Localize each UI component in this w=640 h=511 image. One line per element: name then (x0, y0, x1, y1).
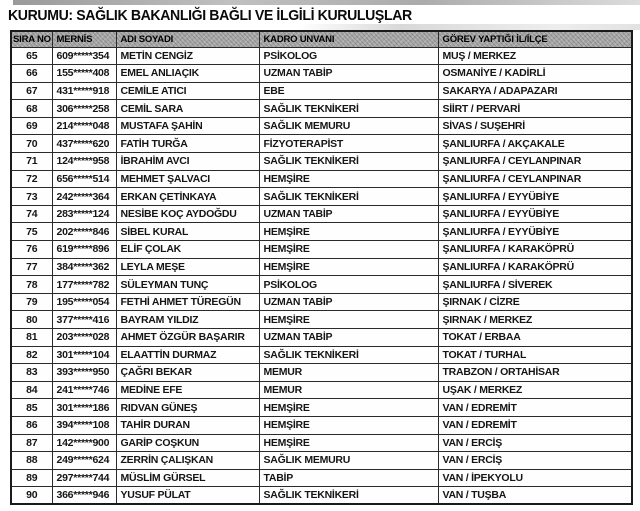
cell-sira-no: 89 (11, 469, 52, 487)
cell-sira-no: 79 (11, 293, 52, 311)
cell-mernis: 155*****408 (52, 65, 116, 83)
cell-kadro-unvani: SAĞLIK TEKNİKERİ (259, 100, 438, 118)
cell-adi-soyadi: AHMET ÖZGÜR BAŞARIR (116, 329, 259, 347)
cell-sira-no: 73 (11, 188, 52, 206)
cell-mernis: 124*****958 (52, 153, 116, 171)
cell-sira-no: 85 (11, 399, 52, 417)
cell-sira-no: 90 (11, 487, 52, 505)
cell-kadro-unvani: HEMŞİRE (259, 170, 438, 188)
cell-adi-soyadi: MEDİNE EFE (116, 381, 259, 399)
cell-gorev-il-ilce: ŞANLIURFA / AKÇAKALE (438, 135, 632, 153)
cell-adi-soyadi: İBRAHİM AVCI (116, 153, 259, 171)
table-row (11, 416, 632, 434)
cell-sira-no: 82 (11, 346, 52, 364)
cell-gorev-il-ilce: ŞANLIURFA / KARAKÖPRÜ (438, 241, 632, 259)
cell-kadro-unvani: UZMAN TABİP (259, 329, 438, 347)
cell-mernis: 297*****744 (52, 469, 116, 487)
cell-sira-no: 76 (11, 241, 52, 259)
table-header-row (11, 31, 632, 47)
cell-adi-soyadi: RIDVAN GÜNEŞ (116, 399, 259, 417)
cell-sira-no: 69 (11, 117, 52, 135)
cell-mernis: 177*****782 (52, 276, 116, 294)
cell-sira-no: 88 (11, 452, 52, 470)
cell-adi-soyadi: MÜSLİM GÜRSEL (116, 469, 259, 487)
cell-mernis: 142*****900 (52, 434, 116, 452)
cell-gorev-il-ilce: MUŞ / MERKEZ (438, 47, 632, 65)
cell-adi-soyadi: LEYLA MEŞE (116, 258, 259, 276)
cell-kadro-unvani: SAĞLIK TEKNİKERİ (259, 153, 438, 171)
cell-gorev-il-ilce: ŞANLIURFA / SİVEREK (438, 276, 632, 294)
cell-kadro-unvani: EBE (259, 82, 438, 100)
cell-adi-soyadi: SİBEL KURAL (116, 223, 259, 241)
cell-sira-no: 74 (11, 205, 52, 223)
cell-mernis: 203*****028 (52, 329, 116, 347)
table-row (11, 258, 632, 276)
cell-adi-soyadi: METİN CENGİZ (116, 47, 259, 65)
cell-gorev-il-ilce: VAN / ERCİŞ (438, 434, 632, 452)
cell-adi-soyadi: FETHİ AHMET TÜREGÜN (116, 293, 259, 311)
table-row (11, 276, 632, 294)
col-header-kadro-unvani: KADRO UNVANI (259, 31, 438, 47)
cell-kadro-unvani: UZMAN TABİP (259, 293, 438, 311)
cell-adi-soyadi: YUSUF PÜLAT (116, 487, 259, 505)
table-row (11, 135, 632, 153)
table-row (11, 293, 632, 311)
cell-kadro-unvani: HEMŞİRE (259, 416, 438, 434)
table-row (11, 452, 632, 470)
table-row (11, 153, 632, 171)
cell-kadro-unvani: HEMŞİRE (259, 258, 438, 276)
cell-mernis: 301*****104 (52, 346, 116, 364)
cell-sira-no: 81 (11, 329, 52, 347)
cell-sira-no: 66 (11, 65, 52, 83)
cell-mernis: 306*****258 (52, 100, 116, 118)
cell-gorev-il-ilce: ŞIRNAK / MERKEZ (438, 311, 632, 329)
cell-kadro-unvani: HEMŞİRE (259, 241, 438, 259)
cell-kadro-unvani: PSİKOLOG (259, 47, 438, 65)
cell-sira-no: 68 (11, 100, 52, 118)
cell-adi-soyadi: CEMİLE ATICI (116, 82, 259, 100)
cell-gorev-il-ilce: ŞANLIURFA / EYYÜBİYE (438, 205, 632, 223)
col-header-gorev-il-ilce: GÖREV YAPTIĞI İL/İLÇE (438, 31, 632, 47)
cell-adi-soyadi: ÇAĞRI BEKAR (116, 364, 259, 382)
cell-mernis: 241*****746 (52, 381, 116, 399)
table-row (11, 47, 632, 65)
cell-gorev-il-ilce: ŞANLIURFA / CEYLANPINAR (438, 170, 632, 188)
table-row (11, 65, 632, 83)
table-row (11, 487, 632, 505)
cell-kadro-unvani: SAĞLIK TEKNİKERİ (259, 487, 438, 505)
cell-adi-soyadi: TAHİR DURAN (116, 416, 259, 434)
cell-mernis: 393*****950 (52, 364, 116, 382)
cell-sira-no: 75 (11, 223, 52, 241)
table-body (11, 47, 632, 504)
cell-sira-no: 87 (11, 434, 52, 452)
col-header-sira-no: SIRA NO (11, 31, 52, 47)
col-header-adi-soyadi: ADI SOYADI (116, 31, 259, 47)
cell-kadro-unvani: HEMŞİRE (259, 311, 438, 329)
cell-gorev-il-ilce: VAN / İPEKYOLU (438, 469, 632, 487)
table-row (11, 170, 632, 188)
cell-adi-soyadi: NESİBE KOÇ AYDOĞDU (116, 205, 259, 223)
table-row (11, 188, 632, 206)
cell-adi-soyadi: ELİF ÇOLAK (116, 241, 259, 259)
cell-mernis: 202*****846 (52, 223, 116, 241)
cell-adi-soyadi: SÜLEYMAN TUNÇ (116, 276, 259, 294)
table-row (11, 205, 632, 223)
table-row (11, 223, 632, 241)
cell-gorev-il-ilce: ŞANLIURFA / KARAKÖPRÜ (438, 258, 632, 276)
cell-gorev-il-ilce: UŞAK / MERKEZ (438, 381, 632, 399)
cell-kadro-unvani: HEMŞİRE (259, 223, 438, 241)
cell-kadro-unvani: FİZYOTERAPİST (259, 135, 438, 153)
cell-sira-no: 71 (11, 153, 52, 171)
cell-mernis: 214*****048 (52, 117, 116, 135)
table-row (11, 381, 632, 399)
cell-sira-no: 72 (11, 170, 52, 188)
cell-kadro-unvani: SAĞLIK TEKNİKERİ (259, 346, 438, 364)
cell-gorev-il-ilce: OSMANİYE / KADİRLİ (438, 65, 632, 83)
cell-adi-soyadi: ELAATTİN DURMAZ (116, 346, 259, 364)
cell-gorev-il-ilce: VAN / EDREMİT (438, 399, 632, 417)
page-title: KURUMU: SAĞLIK BAKANLIĞI BAĞLI VE İLGİLİ KURULUŞLAR (8, 7, 412, 24)
cell-gorev-il-ilce: VAN / EDREMİT (438, 416, 632, 434)
cell-mernis: 249*****624 (52, 452, 116, 470)
table-row (11, 434, 632, 452)
cell-sira-no: 65 (11, 47, 52, 65)
cell-mernis: 656*****514 (52, 170, 116, 188)
cell-gorev-il-ilce: SİVAS / SUŞEHRİ (438, 117, 632, 135)
cell-kadro-unvani: PSİKOLOG (259, 276, 438, 294)
cell-gorev-il-ilce: VAN / ERCİŞ (438, 452, 632, 470)
cell-adi-soyadi: ZERRİN ÇALIŞKAN (116, 452, 259, 470)
cell-mernis: 394*****108 (52, 416, 116, 434)
cell-sira-no: 70 (11, 135, 52, 153)
cell-kadro-unvani: SAĞLIK TEKNİKERİ (259, 188, 438, 206)
cell-sira-no: 67 (11, 82, 52, 100)
cell-gorev-il-ilce: SİİRT / PERVARİ (438, 100, 632, 118)
cell-kadro-unvani: SAĞLIK MEMURU (259, 452, 438, 470)
cell-sira-no: 78 (11, 276, 52, 294)
cell-kadro-unvani: TABİP (259, 469, 438, 487)
cell-gorev-il-ilce: VAN / TUŞBA (438, 487, 632, 505)
cell-gorev-il-ilce: ŞANLIURFA / CEYLANPINAR (438, 153, 632, 171)
cell-sira-no: 86 (11, 416, 52, 434)
cell-mernis: 437*****620 (52, 135, 116, 153)
cell-adi-soyadi: MUSTAFA ŞAHİN (116, 117, 259, 135)
cell-sira-no: 77 (11, 258, 52, 276)
table-row (11, 117, 632, 135)
cell-sira-no: 84 (11, 381, 52, 399)
cell-mernis: 366*****946 (52, 487, 116, 505)
cell-gorev-il-ilce: TRABZON / ORTAHİSAR (438, 364, 632, 382)
table-row (11, 311, 632, 329)
cell-kadro-unvani: UZMAN TABİP (259, 65, 438, 83)
col-header-mernis: MERNİS (52, 31, 116, 47)
cell-mernis: 195*****054 (52, 293, 116, 311)
cell-gorev-il-ilce: ŞANLIURFA / EYYÜBİYE (438, 188, 632, 206)
cell-kadro-unvani: SAĞLIK MEMURU (259, 117, 438, 135)
cell-mernis: 609*****354 (52, 47, 116, 65)
cell-adi-soyadi: CEMİL SARA (116, 100, 259, 118)
cell-kadro-unvani: MEMUR (259, 381, 438, 399)
cell-sira-no: 83 (11, 364, 52, 382)
cell-adi-soyadi: EMEL ANLIAÇIK (116, 65, 259, 83)
cell-adi-soyadi: GARİP COŞKUN (116, 434, 259, 452)
table-row (11, 469, 632, 487)
cell-gorev-il-ilce: ŞANLIURFA / EYYÜBİYE (438, 223, 632, 241)
cell-gorev-il-ilce: TOKAT / TURHAL (438, 346, 632, 364)
cell-mernis: 283*****124 (52, 205, 116, 223)
cell-gorev-il-ilce: SAKARYA / ADAPAZARI (438, 82, 632, 100)
cell-adi-soyadi: BAYRAM YILDIZ (116, 311, 259, 329)
table-row (11, 399, 632, 417)
cell-kadro-unvani: UZMAN TABİP (259, 205, 438, 223)
table-row (11, 82, 632, 100)
cell-mernis: 242*****364 (52, 188, 116, 206)
table-row (11, 329, 632, 347)
cell-sira-no: 80 (11, 311, 52, 329)
scan-artifact-top (13, 0, 640, 5)
cell-mernis: 377*****416 (52, 311, 116, 329)
cell-adi-soyadi: FATİH TURĞA (116, 135, 259, 153)
cell-gorev-il-ilce: TOKAT / ERBAA (438, 329, 632, 347)
cell-adi-soyadi: MEHMET ŞALVACI (116, 170, 259, 188)
table-row (11, 100, 632, 118)
cell-adi-soyadi: ERKAN ÇETİNKAYA (116, 188, 259, 206)
cell-mernis: 301*****186 (52, 399, 116, 417)
table-header (11, 31, 632, 47)
cell-kadro-unvani: MEMUR (259, 364, 438, 382)
table-row (11, 364, 632, 382)
table-row (11, 241, 632, 259)
cell-mernis: 431*****918 (52, 82, 116, 100)
cell-kadro-unvani: HEMŞİRE (259, 399, 438, 417)
table-row (11, 346, 632, 364)
cell-gorev-il-ilce: ŞIRNAK / CİZRE (438, 293, 632, 311)
cell-mernis: 384*****362 (52, 258, 116, 276)
cell-mernis: 619*****896 (52, 241, 116, 259)
cell-kadro-unvani: HEMŞİRE (259, 434, 438, 452)
personnel-table (10, 30, 633, 505)
